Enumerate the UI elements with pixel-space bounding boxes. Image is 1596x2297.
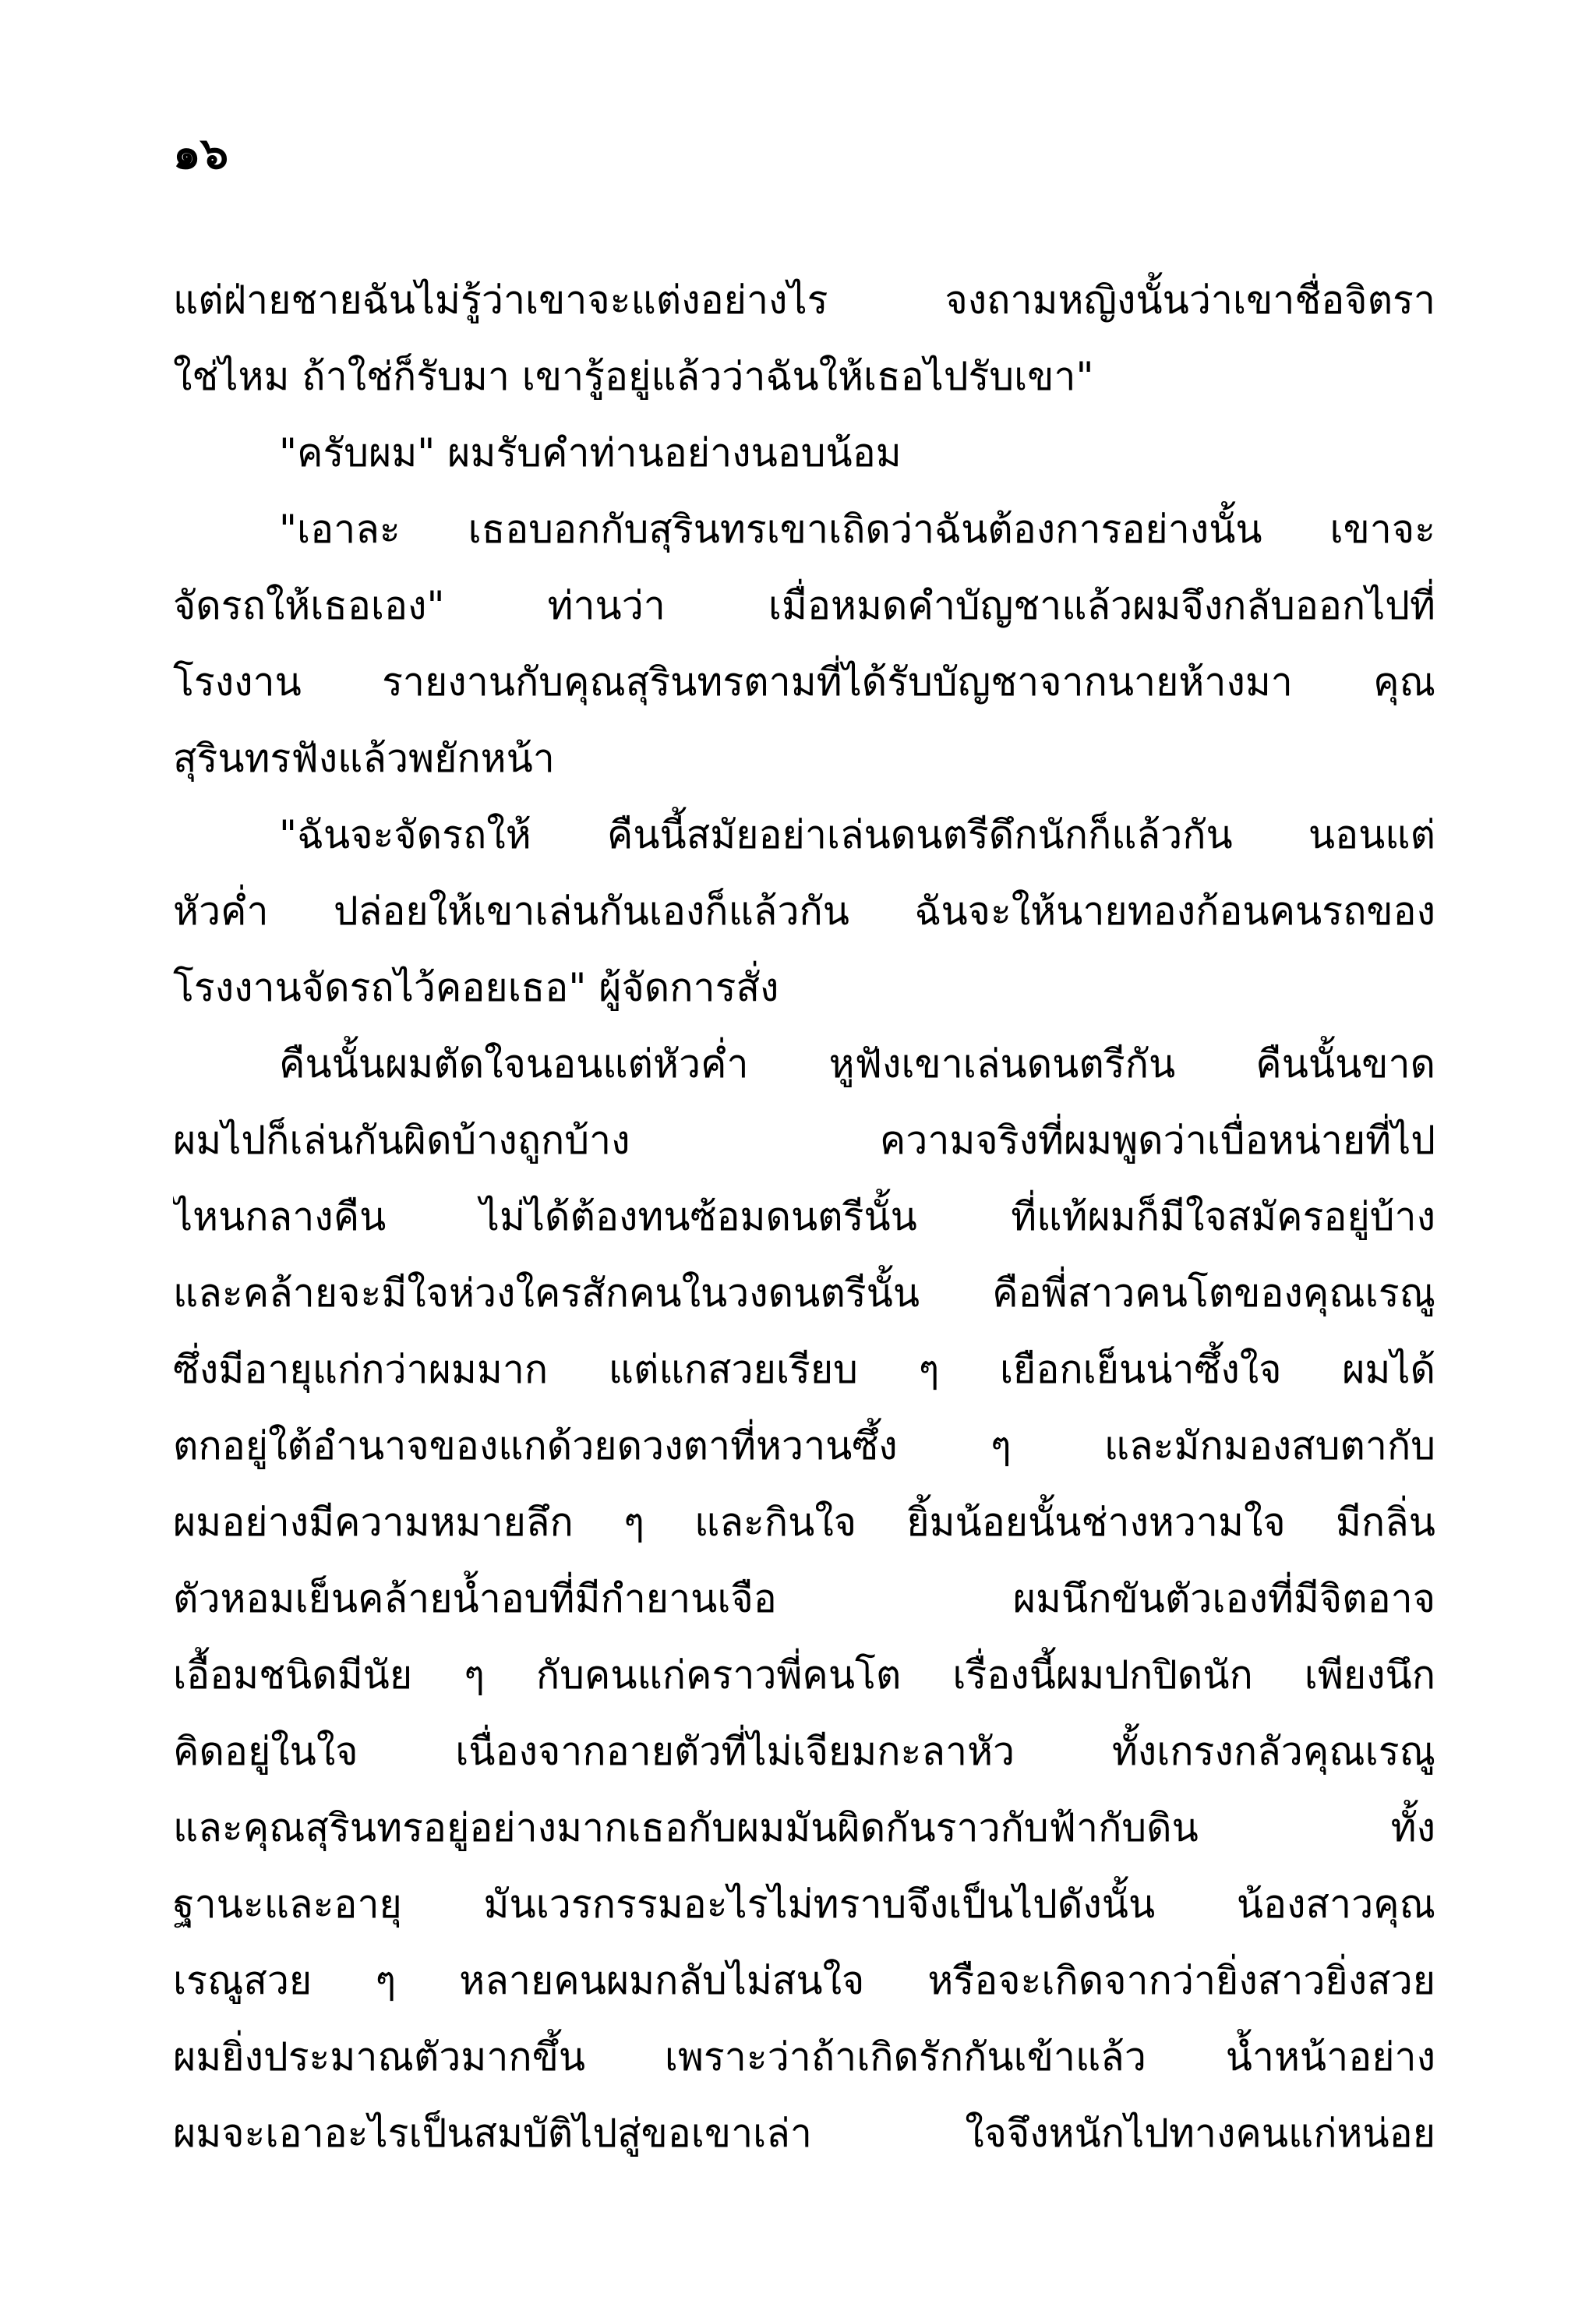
text-line: ผมจะเอาอะไรเป็นสมบัติไปสู่ขอเขาเล่า ใจจึงหนักไปทางคนแก่หน่อย (173, 2111, 1435, 2156)
text-line: และคล้ายจะมีใจห่วงใครสักคนในวงดนตรีนั้น คือพี่สาวคนโตของคุณเรณู (173, 1270, 1435, 1316)
text-line: "ครับผม" ผมรับคำท่านอย่างนอบน้อม (279, 430, 902, 475)
text-line: คิดอยู่ในใจ เนื่องจากอายตัวที่ไม่เจียมกะลาหัว ทั้งเกรงกลัวคุณเรณู (173, 1729, 1435, 1774)
text-line: ซึ่งมีอายุแก่กว่าผมมาก แต่แกสวยเรียบ ๆ เยือกเย็นน่าซึ้งใจ ผมได้ (173, 1347, 1435, 1392)
text-line: ผมไปก็เล่นกันผิดบ้างถูกบ้าง ความจริงที่ผมพูดว่าเบื่อหน่ายที่ไป (173, 1118, 1435, 1163)
text-line: "ฉันจะจัดรถให้ คืนนี้สมัยอย่าเล่นดนตรีดึกนักก็แล้วกัน นอนแต่ (279, 812, 1435, 857)
text-line: และคุณสุรินทรอยู่อย่างมากเธอกับผมมันผิดกันราวกับฟ้ากับดิน ทั้ง (173, 1805, 1435, 1850)
text-line: ผมยิ่งประมาณตัวมากขึ้น เพราะว่าถ้าเกิดรักกันเข้าแล้ว น้ำหน้าอย่าง (173, 2034, 1435, 2080)
text-line: เอื้อมชนิดมีนัย ๆ กับคนแก่คราวพี่คนโต เรื่องนี้ผมปกปิดนัก เพียงนึก (173, 1652, 1435, 1698)
text-line: เรณูสวย ๆ หลายคนผมกลับไม่สนใจ หรือจะเกิดจากว่ายิ่งสาวยิ่งสวย (173, 1958, 1435, 2003)
text-line: โรงงาน รายงานกับคุณสุรินทรตามที่ได้รับบัญชาจากนายห้างมา คุณ (173, 659, 1435, 705)
text-line: แต่ฝ่ายชายฉันไม่รู้ว่าเขาจะแต่งอย่างไร จงถามหญิงนั้นว่าเขาชื่อจิตรา (173, 277, 1435, 323)
text-line: หัวค่ำ ปล่อยให้เขาเล่นกันเองก็แล้วกัน ฉันจะให้นายทองก้อนคนรถของ (173, 889, 1435, 934)
text-line: ฐานะและอายุ มันเวรกรรมอะไรไม่ทราบจึงเป็นไปดังนั้น น้องสาวคุณ (173, 1882, 1435, 1927)
text-line: ผมอย่างมีความหมายลึก ๆ และกินใจ ยิ้มน้อยนั้นช่างหวามใจ มีกลิ่น (173, 1500, 1435, 1545)
text-line: สุรินทรฟังแล้วพยักหน้า (173, 736, 555, 781)
text-line: ตกอยู่ใต้อำนาจของแกด้วยดวงตาที่หวานซึ้ง ๆ และมักมองสบตากับ (173, 1423, 1435, 1468)
text-line: จัดรถให้เธอเอง" ท่านว่า เมื่อหมดคำบัญชาแล้วผมจึงกลับออกไปที่ (173, 583, 1435, 628)
body-text (173, 262, 1435, 2172)
text-line: คืนนั้นผมตัดใจนอนแต่หัวค่ำ หูฟังเขาเล่นดนตรีกัน คืนนั้นขาด (279, 1041, 1435, 1087)
text-line: โรงงานจัดรถไว้คอยเธอ" ผู้จัดการสั่ง (173, 965, 779, 1010)
text-line: "เอาละ เธอบอกกับสุรินทรเขาเถิดว่าฉันต้องการอย่างนั้น เขาจะ (279, 507, 1435, 552)
text-line: ใช่ไหม ถ้าใช่ก็รับมา เขารู้อยู่แล้วว่าฉันให้เธอไปรับเขา" (173, 354, 1094, 399)
text-line: ไหนกลางคืน ไม่ได้ต้องทนซ้อมดนตรีนั้น ที่แท้ผมก็มีใจสมัครอยู่บ้าง (173, 1194, 1435, 1239)
page-number: ๑๖ (173, 129, 229, 179)
text-line: ตัวหอมเย็นคล้ายน้ำอบที่มีกำยานเจือ ผมนึกขันตัวเองที่มีจิตอาจ (173, 1576, 1435, 1621)
